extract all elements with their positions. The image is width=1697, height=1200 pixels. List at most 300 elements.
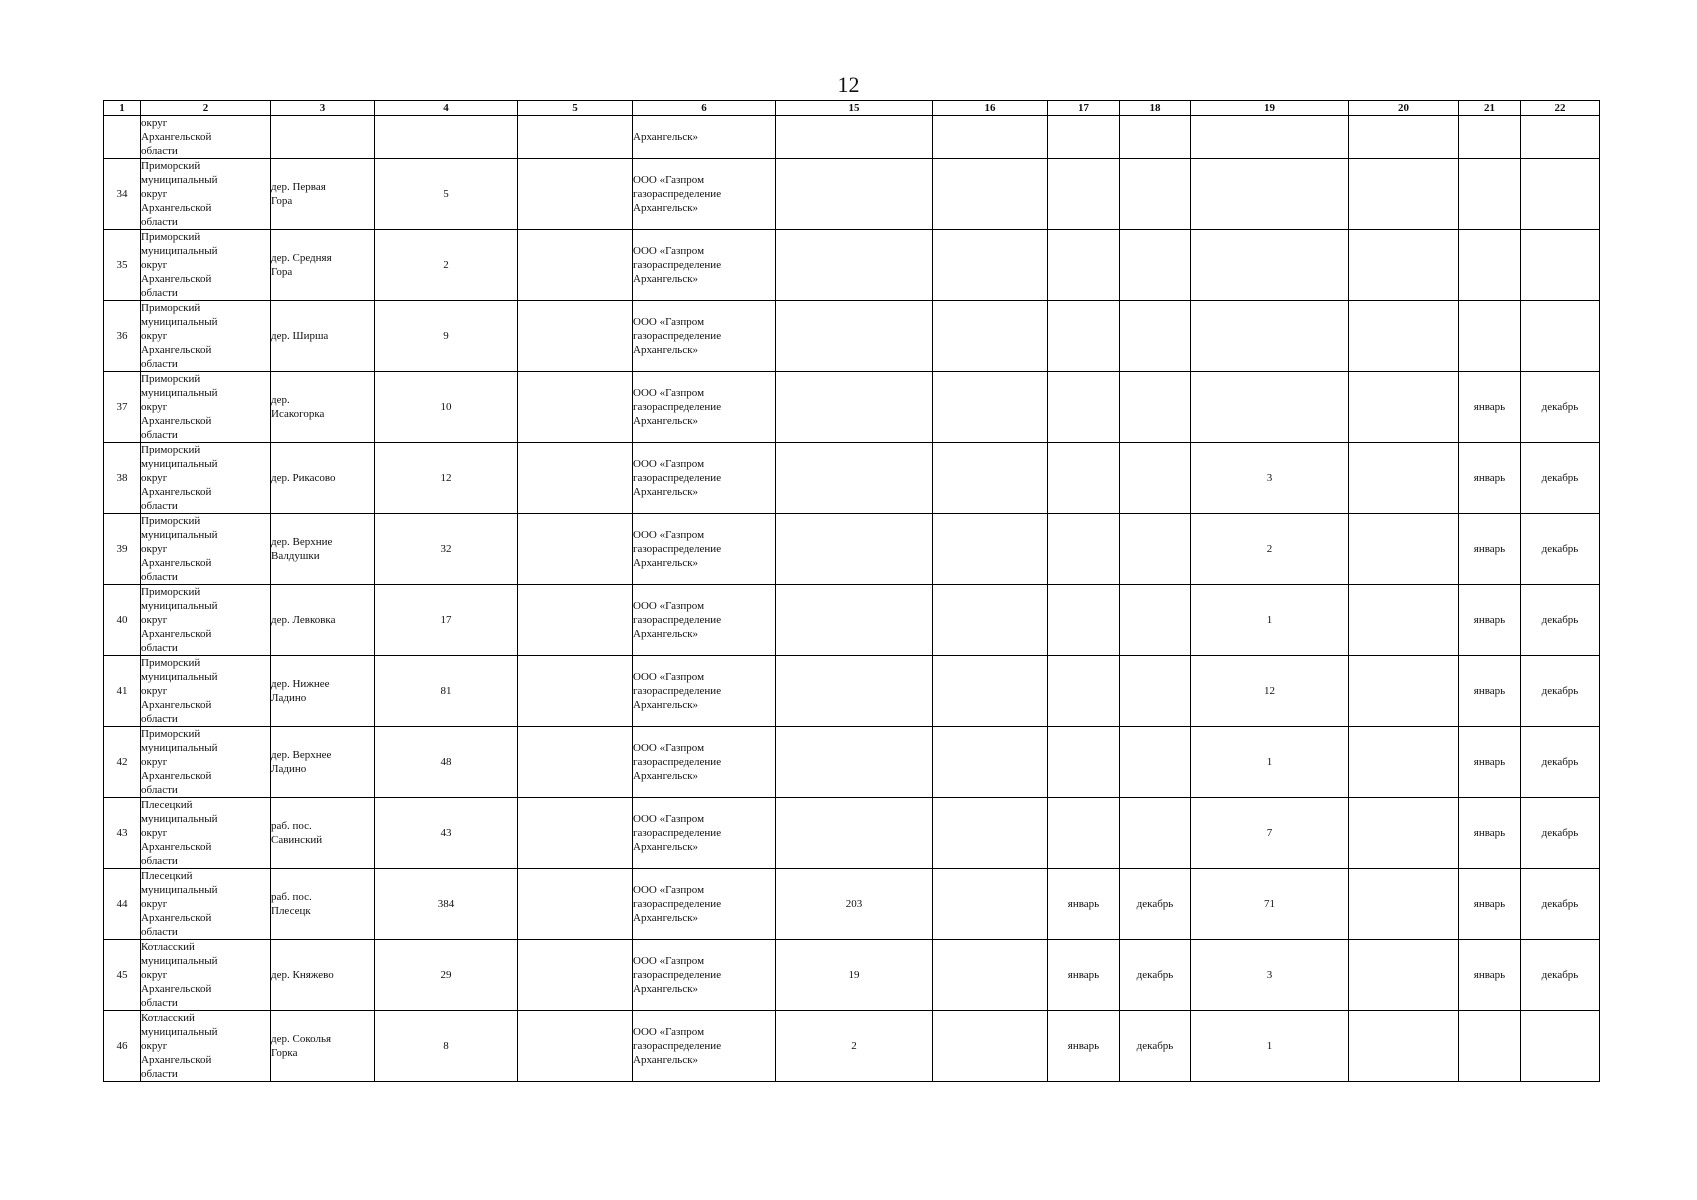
cell-c5 — [518, 727, 633, 798]
cell-c6 — [633, 940, 776, 1011]
cell-c18 — [1120, 656, 1191, 727]
cell-c16 — [933, 940, 1048, 1011]
cell-c15 — [776, 656, 933, 727]
table-row — [104, 869, 1600, 940]
cell-c19 — [1191, 1011, 1349, 1082]
cell-c15 — [776, 585, 933, 656]
cell-text: январь — [1473, 685, 1506, 697]
cell-text: Приморский муниципальный округ Архангельской области — [141, 657, 218, 725]
cell-text: ООО «Газпром газораспределение Архангельск» — [633, 174, 722, 214]
cell-text: декабрь — [1541, 756, 1579, 768]
cell-text: январь — [1473, 401, 1506, 413]
cell-c4 — [375, 159, 518, 230]
table-row — [104, 443, 1600, 514]
cell-text: 2 — [1266, 543, 1273, 555]
cell-text: 5 — [443, 188, 449, 200]
cell-place — [271, 372, 375, 443]
cell-c17 — [1048, 230, 1120, 301]
cell-text: Приморский муниципальный округ Архангельской области — [141, 373, 218, 441]
cell-text: январь — [1473, 827, 1506, 839]
cell-text: 1 — [1266, 756, 1273, 768]
cell-c20 — [1349, 869, 1459, 940]
cell-text: 44 — [116, 898, 128, 910]
cell-text: дер. Первая Гора — [271, 181, 326, 207]
cell-c17 — [1048, 585, 1120, 656]
cell-text: 10 — [440, 401, 452, 413]
cell-c19 — [1191, 940, 1349, 1011]
cell-c6 — [633, 585, 776, 656]
cell-text: Приморский муниципальный округ Архангельской области — [141, 444, 218, 512]
table-row — [104, 372, 1600, 443]
table-row — [104, 230, 1600, 301]
cell-c16 — [933, 372, 1048, 443]
col-header-15: 15 — [776, 101, 933, 116]
cell-c5 — [518, 940, 633, 1011]
cell-text: 32 — [440, 543, 452, 555]
cell-c21 — [1459, 443, 1521, 514]
table-row — [104, 159, 1600, 230]
cell-text: дер. Средняя Гора — [271, 252, 332, 278]
cell-mun — [141, 798, 271, 869]
cell-text: ООО «Газпром газораспределение Архангельск» — [633, 600, 722, 640]
cell-text: декабрь — [1541, 472, 1579, 484]
cell-text: 81 — [440, 685, 452, 697]
cell-c19 — [1191, 159, 1349, 230]
cell-c6 — [633, 727, 776, 798]
cell-c4 — [375, 301, 518, 372]
cell-c15 — [776, 443, 933, 514]
cell-text: ООО «Газпром газораспределение Архангельск» — [633, 884, 722, 924]
cell-c20 — [1349, 1011, 1459, 1082]
header-row — [104, 101, 1600, 116]
cell-c15 — [776, 869, 933, 940]
cell-text: декабрь — [1136, 898, 1174, 910]
cell-c17 — [1048, 727, 1120, 798]
cell-c5 — [518, 230, 633, 301]
cell-c15 — [776, 727, 933, 798]
cell-c19 — [1191, 869, 1349, 940]
cell-c18 — [1120, 1011, 1191, 1082]
cell-text: дер. Ширша — [271, 330, 329, 342]
cell-text: Архангельск» — [633, 131, 699, 143]
cell-c19 — [1191, 230, 1349, 301]
cell-n — [104, 1011, 141, 1082]
cell-c4 — [375, 656, 518, 727]
cell-c18 — [1120, 230, 1191, 301]
cell-text: Приморский муниципальный округ Архангельской области — [141, 728, 218, 796]
cell-c16 — [933, 230, 1048, 301]
cell-c20 — [1349, 656, 1459, 727]
cell-c6 — [633, 656, 776, 727]
cell-c18 — [1120, 301, 1191, 372]
cell-text: 29 — [440, 969, 452, 981]
cell-c6 — [633, 116, 776, 159]
cell-text: дер. Княжево — [271, 969, 334, 981]
cell-text: дер. Рикасово — [271, 472, 336, 484]
cell-c22 — [1521, 656, 1600, 727]
cell-c6 — [633, 798, 776, 869]
cell-place — [271, 727, 375, 798]
cell-c5 — [518, 514, 633, 585]
cell-place — [271, 869, 375, 940]
table-row — [104, 585, 1600, 656]
cell-text: 41 — [116, 685, 128, 697]
cell-text: Плесецкий муниципальный округ Архангельской области — [141, 870, 218, 938]
cell-c18 — [1120, 443, 1191, 514]
cell-text: декабрь — [1541, 543, 1579, 555]
cell-c15 — [776, 116, 933, 159]
cell-c16 — [933, 443, 1048, 514]
cell-text: 35 — [116, 259, 128, 271]
cell-c4 — [375, 869, 518, 940]
cell-mun — [141, 940, 271, 1011]
cell-text: декабрь — [1541, 969, 1579, 981]
cell-c20 — [1349, 585, 1459, 656]
cell-mun — [141, 159, 271, 230]
cell-n — [104, 116, 141, 159]
cell-place — [271, 230, 375, 301]
table-row — [104, 301, 1600, 372]
cell-text: ООО «Газпром газораспределение Архангельск» — [633, 245, 722, 285]
cell-c17 — [1048, 443, 1120, 514]
cell-c20 — [1349, 372, 1459, 443]
cell-c19 — [1191, 443, 1349, 514]
cell-c15 — [776, 940, 933, 1011]
cell-text: 43 — [440, 827, 452, 839]
cell-c22 — [1521, 798, 1600, 869]
cell-n — [104, 727, 141, 798]
cell-mun — [141, 230, 271, 301]
cell-c21 — [1459, 1011, 1521, 1082]
cell-text: 12 — [440, 472, 452, 484]
cell-text: январь — [1473, 614, 1506, 626]
cell-c19 — [1191, 301, 1349, 372]
cell-c21 — [1459, 159, 1521, 230]
cell-c4 — [375, 798, 518, 869]
cell-c21 — [1459, 372, 1521, 443]
cell-text: ООО «Газпром газораспределение Архангельск» — [633, 529, 722, 569]
col-header-4: 4 — [375, 101, 518, 116]
cell-c17 — [1048, 301, 1120, 372]
table-row — [104, 940, 1600, 1011]
cell-mun — [141, 585, 271, 656]
col-header-20: 20 — [1349, 101, 1459, 116]
cell-c18 — [1120, 798, 1191, 869]
table-row — [104, 1011, 1600, 1082]
cell-c16 — [933, 656, 1048, 727]
cell-c6 — [633, 301, 776, 372]
cell-text: 46 — [116, 1040, 128, 1052]
cell-c18 — [1120, 869, 1191, 940]
cell-c17 — [1048, 798, 1120, 869]
cell-c5 — [518, 443, 633, 514]
cell-n — [104, 301, 141, 372]
cell-mun — [141, 116, 271, 159]
cell-c5 — [518, 372, 633, 443]
cell-c20 — [1349, 727, 1459, 798]
cell-c5 — [518, 798, 633, 869]
cell-place — [271, 656, 375, 727]
cell-place — [271, 798, 375, 869]
cell-n — [104, 869, 141, 940]
cell-place — [271, 1011, 375, 1082]
cell-text: ООО «Газпром газораспределение Архангельск» — [633, 1026, 722, 1066]
cell-c22 — [1521, 514, 1600, 585]
cell-text: 45 — [116, 969, 128, 981]
cell-c5 — [518, 1011, 633, 1082]
cell-text: ООО «Газпром газораспределение Архангельск» — [633, 458, 722, 498]
cell-text: декабрь — [1541, 401, 1579, 413]
cell-text: 1 — [1266, 1040, 1273, 1052]
cell-text: ООО «Газпром газораспределение Архангельск» — [633, 742, 722, 782]
cell-text: Плесецкий муниципальный округ Архангельской области — [141, 799, 218, 867]
cell-place — [271, 514, 375, 585]
cell-c15 — [776, 301, 933, 372]
cell-text: 3 — [1266, 472, 1273, 484]
cell-c15 — [776, 514, 933, 585]
cell-c19 — [1191, 727, 1349, 798]
cell-c22 — [1521, 116, 1600, 159]
cell-c17 — [1048, 116, 1120, 159]
cell-text: округ Архангельской области — [141, 117, 212, 157]
col-header-22: 22 — [1521, 101, 1600, 116]
cell-text: Котласский муниципальный округ Архангельской области — [141, 941, 218, 1009]
cell-c4 — [375, 443, 518, 514]
cell-c6 — [633, 372, 776, 443]
cell-text: 43 — [116, 827, 128, 839]
cell-n — [104, 798, 141, 869]
cell-c20 — [1349, 514, 1459, 585]
cell-c16 — [933, 301, 1048, 372]
cell-text: 48 — [440, 756, 452, 768]
cell-c22 — [1521, 301, 1600, 372]
cell-c18 — [1120, 940, 1191, 1011]
cell-mun — [141, 514, 271, 585]
cell-text: декабрь — [1541, 614, 1579, 626]
cell-text: декабрь — [1541, 685, 1579, 697]
cell-n — [104, 372, 141, 443]
cell-c16 — [933, 159, 1048, 230]
cell-text: ООО «Газпром газораспределение Архангельск» — [633, 955, 722, 995]
cell-c18 — [1120, 585, 1191, 656]
cell-c6 — [633, 869, 776, 940]
cell-c20 — [1349, 798, 1459, 869]
cell-text: 384 — [437, 898, 455, 910]
cell-mun — [141, 869, 271, 940]
cell-c18 — [1120, 116, 1191, 159]
cell-c15 — [776, 372, 933, 443]
cell-c21 — [1459, 656, 1521, 727]
cell-text: ООО «Газпром газораспределение Архангельск» — [633, 813, 722, 853]
cell-c15 — [776, 159, 933, 230]
table-row — [104, 514, 1600, 585]
cell-c4 — [375, 372, 518, 443]
cell-text: Приморский муниципальный округ Архангельской области — [141, 515, 218, 583]
cell-place — [271, 940, 375, 1011]
cell-text: 2 — [851, 1040, 857, 1052]
cell-c20 — [1349, 301, 1459, 372]
cell-c16 — [933, 116, 1048, 159]
cell-mun — [141, 372, 271, 443]
cell-c6 — [633, 159, 776, 230]
cell-c22 — [1521, 869, 1600, 940]
cell-mun — [141, 656, 271, 727]
cell-c19 — [1191, 116, 1349, 159]
cell-text: ООО «Газпром газораспределение Архангельск» — [633, 316, 722, 356]
cell-c4 — [375, 514, 518, 585]
cell-c21 — [1459, 585, 1521, 656]
cell-c22 — [1521, 940, 1600, 1011]
cell-c21 — [1459, 727, 1521, 798]
cell-c6 — [633, 1011, 776, 1082]
cell-c17 — [1048, 1011, 1120, 1082]
cell-c22 — [1521, 443, 1600, 514]
cell-text: декабрь — [1541, 827, 1579, 839]
cell-text: 1 — [1266, 614, 1273, 626]
cell-c22 — [1521, 230, 1600, 301]
cell-text: Приморский муниципальный округ Архангельской области — [141, 302, 218, 370]
cell-text: 2 — [443, 259, 449, 271]
cell-c17 — [1048, 869, 1120, 940]
cell-c22 — [1521, 372, 1600, 443]
cell-n — [104, 230, 141, 301]
cell-c20 — [1349, 940, 1459, 1011]
cell-c22 — [1521, 159, 1600, 230]
cell-text: Приморский муниципальный округ Архангельской области — [141, 231, 218, 299]
cell-c5 — [518, 585, 633, 656]
cell-place — [271, 159, 375, 230]
cell-text: раб. пос. Плесецк — [271, 891, 312, 917]
cell-c17 — [1048, 656, 1120, 727]
cell-text: 37 — [116, 401, 128, 413]
col-header-19: 19 — [1191, 101, 1349, 116]
cell-c4 — [375, 585, 518, 656]
cell-c21 — [1459, 301, 1521, 372]
cell-text: дер. Верхние Валдушки — [271, 536, 333, 562]
cell-c16 — [933, 514, 1048, 585]
col-header-1: 1 — [104, 101, 141, 116]
cell-text: Приморский муниципальный округ Архангельской области — [141, 586, 218, 654]
cell-n — [104, 585, 141, 656]
gasification-table — [103, 100, 1600, 1082]
cell-c20 — [1349, 443, 1459, 514]
cell-text: Приморский муниципальный округ Архангельской области — [141, 160, 218, 228]
cell-text: январь — [1067, 1040, 1100, 1052]
cell-c5 — [518, 301, 633, 372]
cell-mun — [141, 1011, 271, 1082]
cell-c5 — [518, 656, 633, 727]
cell-c5 — [518, 869, 633, 940]
cell-n — [104, 656, 141, 727]
cell-c4 — [375, 727, 518, 798]
cell-text: 40 — [116, 614, 128, 626]
cell-text: 42 — [116, 756, 128, 768]
cell-text: 34 — [116, 188, 128, 200]
cell-mun — [141, 727, 271, 798]
cell-c19 — [1191, 514, 1349, 585]
cell-text: 9 — [443, 330, 449, 342]
cell-c15 — [776, 230, 933, 301]
cell-c20 — [1349, 116, 1459, 159]
cell-text: дер. Соколья Горка — [271, 1033, 332, 1059]
cell-c16 — [933, 1011, 1048, 1082]
cell-c6 — [633, 230, 776, 301]
cell-c21 — [1459, 116, 1521, 159]
cell-text: 38 — [116, 472, 128, 484]
cell-text: 7 — [1266, 827, 1273, 839]
cell-c17 — [1048, 940, 1120, 1011]
col-header-5: 5 — [518, 101, 633, 116]
cell-c21 — [1459, 514, 1521, 585]
cell-c16 — [933, 798, 1048, 869]
table-row — [104, 656, 1600, 727]
col-header-3: 3 — [271, 101, 375, 116]
cell-text: раб. пос. Савинский — [271, 820, 323, 846]
cell-c22 — [1521, 1011, 1600, 1082]
cell-text: 203 — [845, 898, 863, 910]
cell-text: 12 — [1264, 685, 1275, 697]
cell-text: 8 — [443, 1040, 449, 1052]
col-header-16: 16 — [933, 101, 1048, 116]
cell-text: дер. Нижнее Ладино — [271, 678, 330, 704]
cell-text: дер. Верхнее Ладино — [271, 749, 332, 775]
cell-text: январь — [1473, 898, 1506, 910]
cell-c18 — [1120, 514, 1191, 585]
cell-c17 — [1048, 159, 1120, 230]
cell-c19 — [1191, 798, 1349, 869]
cell-c4 — [375, 1011, 518, 1082]
cell-c4 — [375, 230, 518, 301]
cell-c17 — [1048, 372, 1120, 443]
col-header-18: 18 — [1120, 101, 1191, 116]
cell-n — [104, 443, 141, 514]
cell-c4 — [375, 116, 518, 159]
cell-text: 39 — [116, 543, 128, 555]
cell-c6 — [633, 514, 776, 585]
cell-c18 — [1120, 727, 1191, 798]
cell-text: декабрь — [1136, 1040, 1174, 1052]
table-row — [104, 727, 1600, 798]
cell-text: январь — [1473, 969, 1506, 981]
table-row — [104, 798, 1600, 869]
cell-n — [104, 514, 141, 585]
col-header-21: 21 — [1459, 101, 1521, 116]
page-number: 12 — [837, 72, 860, 97]
cell-c15 — [776, 1011, 933, 1082]
cell-mun — [141, 443, 271, 514]
cell-text: дер. Исакогорка — [271, 394, 325, 420]
cell-c18 — [1120, 159, 1191, 230]
cell-c16 — [933, 727, 1048, 798]
cell-text: декабрь — [1541, 898, 1579, 910]
cell-text: ООО «Газпром газораспределение Архангельск» — [633, 387, 722, 427]
cell-text: ООО «Газпром газораспределение Архангельск» — [633, 671, 722, 711]
cell-c19 — [1191, 372, 1349, 443]
cell-text: январь — [1067, 898, 1100, 910]
cell-c15 — [776, 798, 933, 869]
cell-place — [271, 301, 375, 372]
cell-c20 — [1349, 159, 1459, 230]
cell-c5 — [518, 116, 633, 159]
cell-c17 — [1048, 514, 1120, 585]
cell-c21 — [1459, 940, 1521, 1011]
cell-n — [104, 159, 141, 230]
cell-text: 36 — [116, 330, 128, 342]
cell-text: январь — [1473, 543, 1506, 555]
cell-text: Котласский муниципальный округ Архангельской области — [141, 1012, 218, 1080]
cell-mun — [141, 301, 271, 372]
cell-text: 17 — [440, 614, 452, 626]
